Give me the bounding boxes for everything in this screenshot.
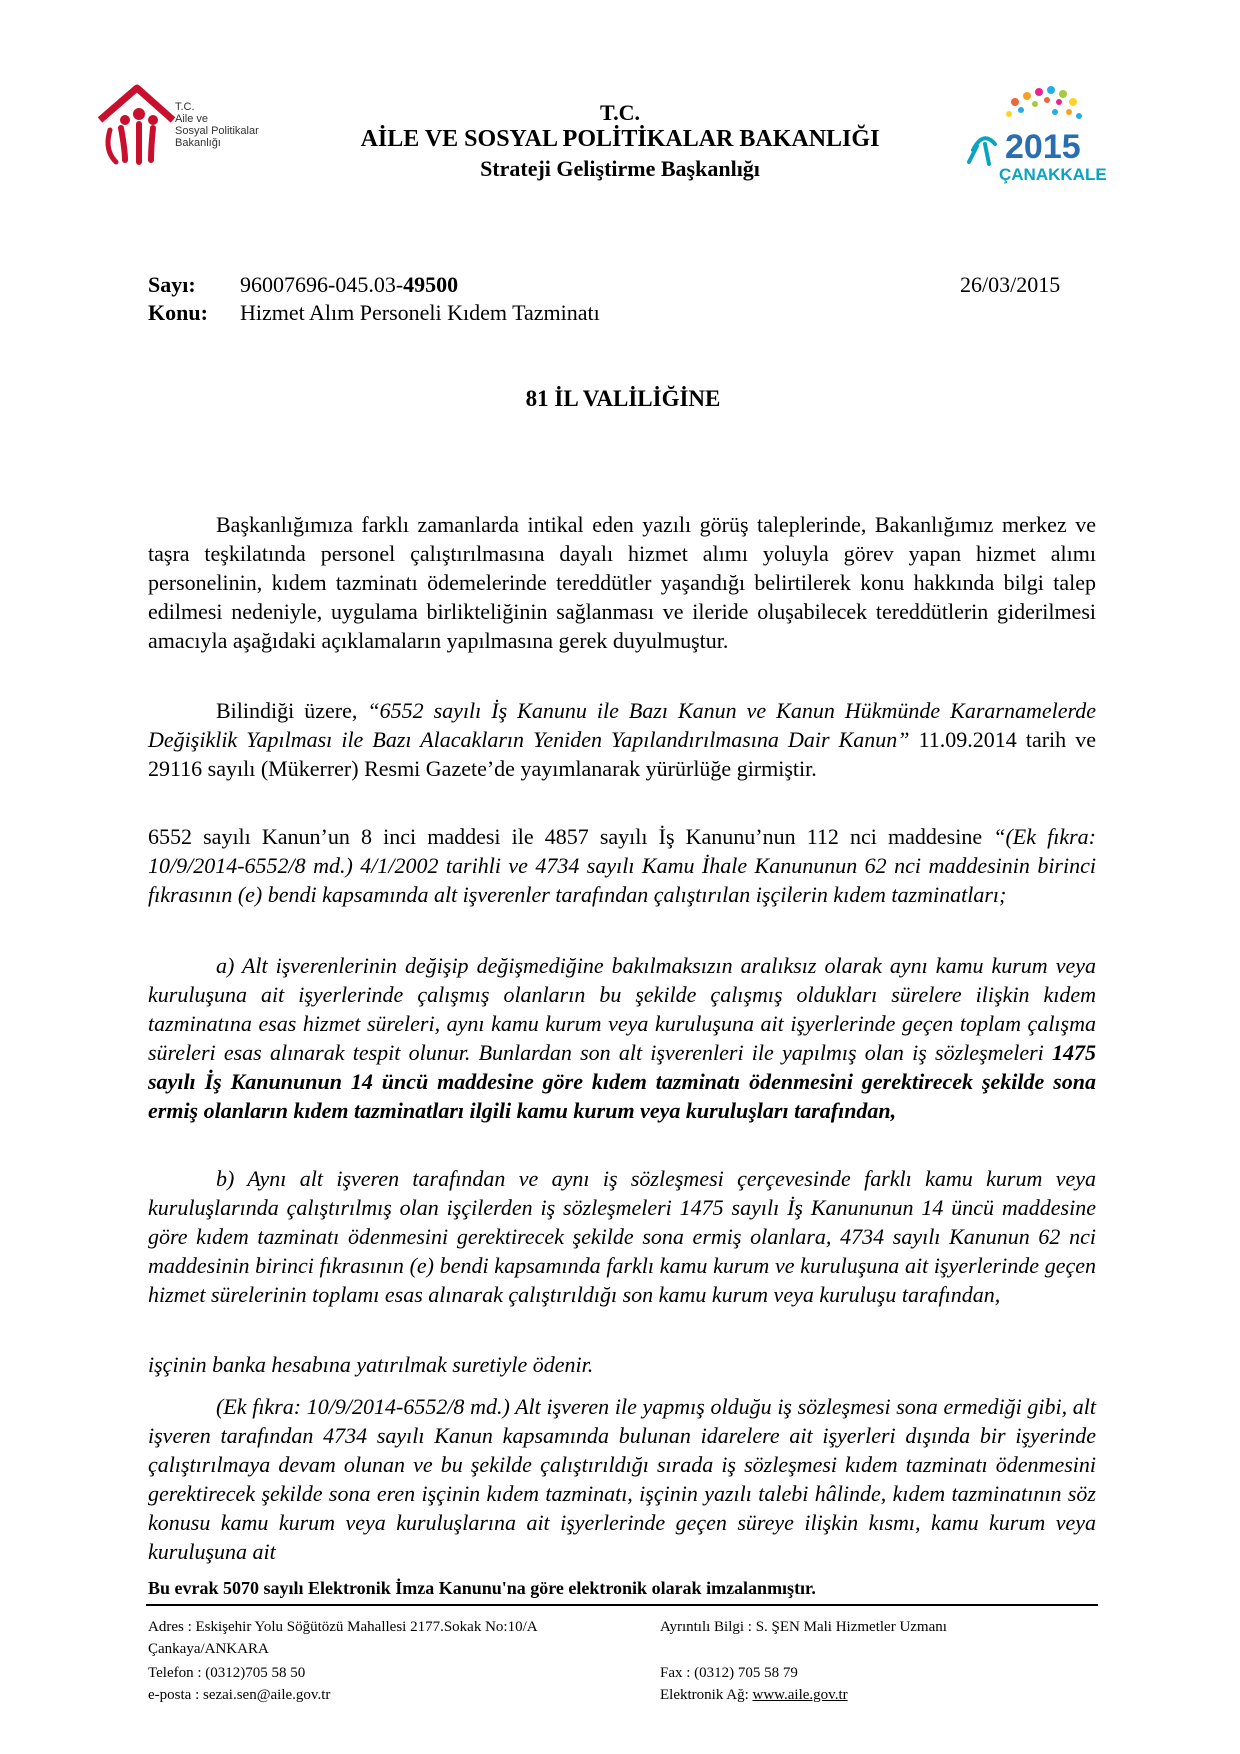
paragraph-4 [148, 951, 1096, 1125]
footer-fax: Fax : (0312) 705 58 79 [660, 1665, 798, 1681]
p2-intro: Bilindiği üzere, [216, 698, 368, 723]
paragraph-3 [148, 822, 1096, 909]
paragraph-2 [148, 696, 1096, 783]
svg-text:Aile ve: Aile ve [175, 113, 209, 125]
footer-web-label: Elektronik Ağ: [660, 1687, 753, 1703]
p4-bold: 1475 sayılı İş Kanununun 14 üncü maddesine göre kıdem tazminatı ödenmesini gerektirecek şekilde sona ermiş olanların kıdem tazminatları ilgili kamu kurum veya kuruluşları tarafından, [148, 1040, 1096, 1123]
canakkale-2015-logo [955, 80, 1107, 190]
konu-value: Hizmet Alım Personeli Kıdem Tazminatı [240, 300, 600, 325]
paragraph-1: Başkanlığımıza farklı zamanlarda intikal eden yazılı görüş taleplerinde, Bakanlığımız merkez ve taşra teşkilatında personel çalıştırılmasına dayalı hizmet alımı yoluyla görev yapan hizmet alımı personelinin, kıdem tazminatı ödemelerinde tereddütler yaşandığı belirtilerek konu hakkında bilgi talep edilmesi nedeniyle, uygulama birlikteliğinin sağlanması ve ileride oluşabilecek tereddütlerin giderilmesi amacıyla aşağıdaki açıklamaların yapılmasına gerek duyulmuştur. [148, 512, 1096, 653]
footer-phone: Telefon : (0312)705 58 50 [148, 1665, 306, 1681]
addressee: 81 İL VALİLİĞİNE [525, 386, 721, 411]
e-signature-notice: Bu evrak 5070 sayılı Elektronik İmza Kanunu'na göre elektronik olarak imzalanmıştır. [148, 1578, 816, 1598]
sayi-number: 49500 [403, 272, 459, 297]
footer-address-city: Çankaya/ANKARA [148, 1641, 269, 1657]
header-ministry: AİLE VE SOSYAL POLİTİKALAR BAKANLIĞI [360, 126, 880, 152]
paragraph-5: b) Aynı alt işveren tarafından ve aynı iş sözleşmesi çerçevesinde farklı kamu kurum veya kuruluşlarında çalıştırılmış olan işçilerden iş sözleşmeleri 1475 sayılı İş Kanununun 14 üncü maddesine göre kıdem tazminatı ödenmesini gerektirecek şekilde sona ermiş olanlara, 4734 sayılı Kanunun 62 nci maddesinin birinci fıkrasının (e) bendi kapsamında farklı kamu kurum ve kuruluşuna ait işyerlerinde geçen hizmet sürelerinin toplamı esas alınarak çalıştırıldığı son kamu kurum veya kuruluşu tarafından, [148, 1166, 1096, 1307]
document-date: 26/03/2015 [960, 272, 1061, 297]
sayi-value [240, 272, 458, 298]
ministry-logo [95, 80, 295, 170]
p3-quote: “(Ek fıkra: 10/9/2014-6552/8 md.) 4/1/2002 tarihli ve 4734 sayılı Kamu İhale Kanununun 62 nci maddesinin birinci fıkrasının (e) bendi kapsamında alt işverenler tarafından çalıştırılan işçilerin kıdem tazminatları; [148, 824, 1096, 907]
p3-intro: 6552 sayılı Kanun’un 8 inci maddesi ile 4857 sayılı İş Kanunu’nun 112 nci maddesine [148, 824, 994, 849]
p4-text: a) Alt işverenlerinin değişip değişmediğine bakılmaksızın aralıksız olarak aynı kamu kurum veya kuruluşuna ait işyerlerinde çalışmış olanların bu şekilde çalışmış oldukları sürelere ilişkin kıdem tazminatına esas hizmet süreleri, aynı kamu kurum veya kuruluşuna ait işyerlerinde geçen toplam çalışma süreleri esas alınarak tespit olunur. Bunlardan son alt işverenleri ile yapılmış olan iş sözleşmeleri [148, 953, 1096, 1065]
paragraph-7: (Ek fıkra: 10/9/2014-6552/8 md.) Alt işveren ile yapmış olduğu iş sözleşmesi sona ermediği gibi, alt işveren tarafından 4734 sayılı Kanun kapsamında bulunan idarelere ait işyerleri dışında bir işyerinde çalıştırılmaya devam olunan ve bu şekilde çalıştırıldığı sırada iş sözleşmesi kıdem tazminatı ödenmesini gerektirecek şekilde sona eren işçinin kıdem tazminatı, işçinin yazılı talebi hâlinde, kıdem tazminatının söz konusu kamu kurum veya kuruluşlarına ait işyerlerinde geçen süreye ilişkin kısmı, kamu kurum veya kuruluşuna ait [148, 1394, 1096, 1564]
p2-law-title: “6552 sayılı İş Kanunu ile Bazı Kanun ve Kanun Hükmünde Kararnamelerde Değişiklik Yapılması ile Bazı Alacakların Yeniden Yapılandırılmasına Dair Kanun” [148, 698, 1096, 752]
svg-text:Bakanlığı: Bakanlığı [175, 137, 221, 149]
sayi-label: Sayı: [148, 272, 196, 297]
header-department: Strateji Geliştirme Başkanlığı [480, 156, 760, 181]
footer-email: e-posta : sezai.sen@aile.gov.tr [148, 1687, 331, 1703]
footer-contact-info: Ayrıntılı Bilgi : S. ŞEN Mali Hizmetler Uzmanı [660, 1619, 947, 1635]
footer-divider [146, 1604, 1098, 1606]
paragraph-6: işçinin banka hesabına yatırılmak suretiyle ödenir. [148, 1352, 594, 1377]
svg-text:T.C.: T.C. [175, 101, 195, 113]
sayi-prefix: 96007696-045.03- [240, 272, 404, 297]
svg-text:Sosyal Politikalar: Sosyal Politikalar [175, 125, 259, 137]
header-tc: T.C. [600, 100, 640, 125]
svg-text:2015: 2015 [1005, 128, 1081, 166]
website-link[interactable]: www.aile.gov.tr [752, 1687, 848, 1703]
p2-rest: 11.09.2014 tarih ve 29116 sayılı (Mükerrer) Resmi Gazete’de yayımlanarak yürürlüğe girmiştir. [148, 727, 1096, 781]
konu-label: Konu: [148, 300, 208, 325]
footer-web [660, 1684, 848, 1706]
footer-address: Adres : Eskişehir Yolu Söğütözü Mahallesi 2177.Sokak No:10/A [148, 1619, 538, 1635]
svg-text:ÇANAKKALE: ÇANAKKALE [999, 165, 1107, 184]
